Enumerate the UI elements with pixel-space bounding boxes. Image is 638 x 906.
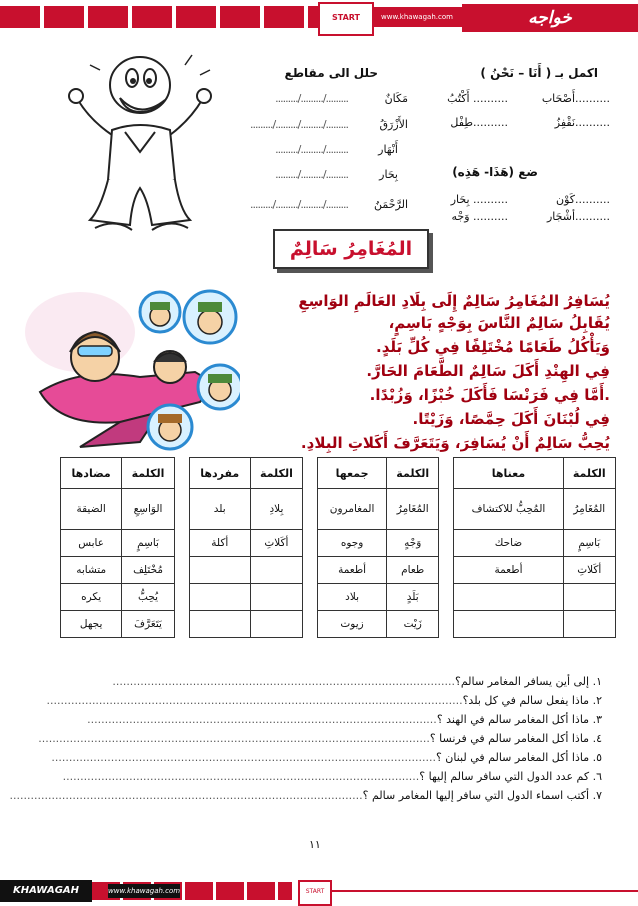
table-cell: بَاسِمٍ xyxy=(563,530,615,557)
exercise-c-cell: .......... بِحَار xyxy=(450,193,508,206)
table-header: الكلمة xyxy=(250,458,302,489)
exercise-a-cell: .......... أَكْتُبُ xyxy=(447,92,508,105)
syllable-word: مَكَانٌ xyxy=(384,92,408,105)
page-number: ١١ xyxy=(309,838,321,851)
footer-banner xyxy=(0,878,638,903)
table-cell: بَلَدٍ xyxy=(387,584,439,611)
table-header: معناها xyxy=(454,458,563,489)
table-header: جمعها xyxy=(318,458,387,489)
story-line: فِي لُبْنَانَ أَكَلَ حِمَّصًا، وَزَيْتًا. xyxy=(412,410,610,428)
table-cell xyxy=(563,584,615,611)
table-row xyxy=(61,530,616,557)
table-cell: أكَلاتِ xyxy=(563,557,615,584)
header-logo: START xyxy=(318,2,374,36)
footer-site: www.khawagah.com xyxy=(108,884,180,898)
table-cell xyxy=(189,611,250,638)
syllable-blanks: ........./........./........./......... xyxy=(250,118,348,131)
answer-blank[interactable]: ....................................................................................................................... xyxy=(46,694,463,707)
table-row xyxy=(61,584,616,611)
answer-blank[interactable]: .................................................................................................... xyxy=(87,713,437,726)
question-item: ٦. كم عدد الدول التي سافر سالم إليها ؟...................................................................................................... xyxy=(62,770,602,783)
story-line: يُسَافِرُ المُغَامِرُ سَالِمٌ إِلَى بِلَادِ العَالَمِ الوَاسِعِ xyxy=(298,292,610,310)
exercise-c-cell: ..........أشْجَار xyxy=(546,210,610,223)
table-cell xyxy=(189,584,250,611)
table-cell: الوَاسِعِ xyxy=(122,489,174,530)
story-line: فِي الهِنْدِ أَكَلَ سَالِمٌ الطَّعَامَ الحَارَّ. xyxy=(366,362,610,380)
header-brand: خواجه xyxy=(462,4,638,32)
footer-line xyxy=(330,890,638,892)
table-cell: عابس xyxy=(61,530,122,557)
syllable-blanks: ........./........./......... xyxy=(275,143,348,156)
table-cell: أطعمة xyxy=(454,557,563,584)
table-cell: المغامرون xyxy=(318,489,387,530)
syllable-word: الرَّحْمَنُ xyxy=(373,198,408,211)
answer-blank[interactable]: .............................................................................................................. xyxy=(51,751,436,764)
exercise-c-cell: ..........كَوْن xyxy=(556,193,610,206)
header-site: www.khawagah.com xyxy=(372,7,462,27)
table-cell: يجهل xyxy=(61,611,122,638)
table-header: الكلمة xyxy=(387,458,439,489)
table-cell: أكلة xyxy=(189,530,250,557)
question-item: ٧. أكتب اسماء الدول التي سافر إليها المغامر سالم ؟..................................................................................................... xyxy=(9,789,602,802)
table-row xyxy=(61,557,616,584)
table-cell: بلاد xyxy=(318,584,387,611)
question-item: ٢. ماذا يفعل سالم في كل بلد؟....................................................................................................................... xyxy=(46,694,602,707)
answer-blank[interactable]: ...................................................................................................... xyxy=(62,770,420,783)
table-cell: المُغَامِرُ xyxy=(387,489,439,530)
table-cell: يُحِبُّ xyxy=(122,584,174,611)
duck-cartoon-illustration xyxy=(60,40,220,240)
table-cell: ضاحك xyxy=(454,530,563,557)
footer-brand: KHAWAGAH xyxy=(0,880,92,902)
table-cell: بِلادِ xyxy=(250,489,302,530)
table-cell: يكره xyxy=(61,584,122,611)
table-cell: بلد xyxy=(189,489,250,530)
table-cell: وَجْهٍ xyxy=(387,530,439,557)
exercise-a-title: اكمل بـ ( أَنَا – نَحْنُ ) xyxy=(480,66,598,80)
table-cell: زَيْت xyxy=(387,611,439,638)
table-cell: مُخْتَلِف xyxy=(122,557,174,584)
table-cell xyxy=(250,557,302,584)
story-line: وَيَأْكُلُ طَعَامًا مُخْتَلِفًا فِي كُلِّ بَلَدٍ. xyxy=(376,338,610,356)
story-line: يُحِبُّ سَالِمٌ أَنْ يُسَافِرَ، وَيَتَعَرَّفَ أَكَلاتِ البِلادِ. xyxy=(300,434,610,452)
syllable-word: الأَزْرَقُ xyxy=(379,118,408,131)
table-cell: طعام xyxy=(387,557,439,584)
question-item: ١. إلى أين يسافر المغامر سالم؟.................................................................................................. xyxy=(112,675,602,688)
story-line: يُقَابِلُ سَالِمٌ النَّاسَ بِوَجْهٍ بَاسِمٍ، xyxy=(388,314,610,332)
header-banner xyxy=(0,0,638,34)
adventurer-plane-illustration xyxy=(20,272,240,452)
exercise-a-cell: ..........أَصْحَاب xyxy=(541,92,610,105)
lesson-title: المُغَامِرُ سَالِمٌ xyxy=(273,229,429,269)
answer-blank[interactable]: ................................................................................................................ xyxy=(38,732,430,745)
answer-blank[interactable]: .................................................................................................. xyxy=(112,675,455,688)
table-row xyxy=(61,489,616,530)
table-cell: أكَلاتِ xyxy=(250,530,302,557)
syllable-word: أَنْهَار xyxy=(378,143,398,156)
table-header: الكلمة xyxy=(122,458,174,489)
question-item: ٥. ماذا أكل المغامر سالم في لبنان ؟.............................................................................................................. xyxy=(51,751,602,764)
table-cell: وجوه xyxy=(318,530,387,557)
exercise-c-title: ضع (هَذَا- هَذِه) xyxy=(452,165,538,179)
exercise-a-cell: ..........نَقْفِزُ xyxy=(554,116,610,129)
question-item: ٤. ماذا أكل المغامر سالم في فرنسا ؟................................................................................................................ xyxy=(38,732,602,745)
question-item: ٣. ماذا أكل المغامر سالم في الهند ؟.................................................................................................... xyxy=(87,713,602,726)
table-header-row xyxy=(61,458,616,489)
table-cell xyxy=(189,557,250,584)
answer-blank[interactable]: ..................................................................................................... xyxy=(9,789,363,802)
syllable-blanks: ........./........./........./......... xyxy=(250,198,348,211)
table-cell: أطعمة xyxy=(318,557,387,584)
table-cell: بَاسِمٍ xyxy=(122,530,174,557)
table-header: الكلمة xyxy=(563,458,615,489)
table-cell: الضيقة xyxy=(61,489,122,530)
table-header: مفردها xyxy=(189,458,250,489)
exercise-c-cell: .......... وَجْه xyxy=(451,210,508,223)
table-cell xyxy=(250,611,302,638)
table-cell xyxy=(563,611,615,638)
exercise-b-title: حلل الى مقاطع xyxy=(284,66,378,80)
table-header: مضادها xyxy=(61,458,122,489)
table-cell: المُغَامِرُ xyxy=(563,489,615,530)
table-cell: يَتَعَرَّفَ xyxy=(122,611,174,638)
table-cell xyxy=(454,611,563,638)
table-cell: زيوت xyxy=(318,611,387,638)
footer-logo: START xyxy=(298,880,332,906)
table-row xyxy=(61,611,616,638)
table-cell: المُحِبُّ للاكتشاف xyxy=(454,489,563,530)
header-stripe xyxy=(0,6,318,28)
syllable-word: بِحَار xyxy=(379,168,398,181)
table-cell xyxy=(250,584,302,611)
exercise-a-cell: ..........طِفْل xyxy=(450,116,508,129)
syllable-blanks: ........./........./......... xyxy=(275,92,348,105)
story-line: .أَمَّا فِي فَرَنْسَا فَأَكَلَ خُبْزًا، وَزُبْدًا. xyxy=(369,386,610,404)
table-cell: متشابه xyxy=(61,557,122,584)
syllable-blanks: ........./........./......... xyxy=(275,168,348,181)
table-cell xyxy=(454,584,563,611)
vocabulary-table xyxy=(60,457,616,638)
